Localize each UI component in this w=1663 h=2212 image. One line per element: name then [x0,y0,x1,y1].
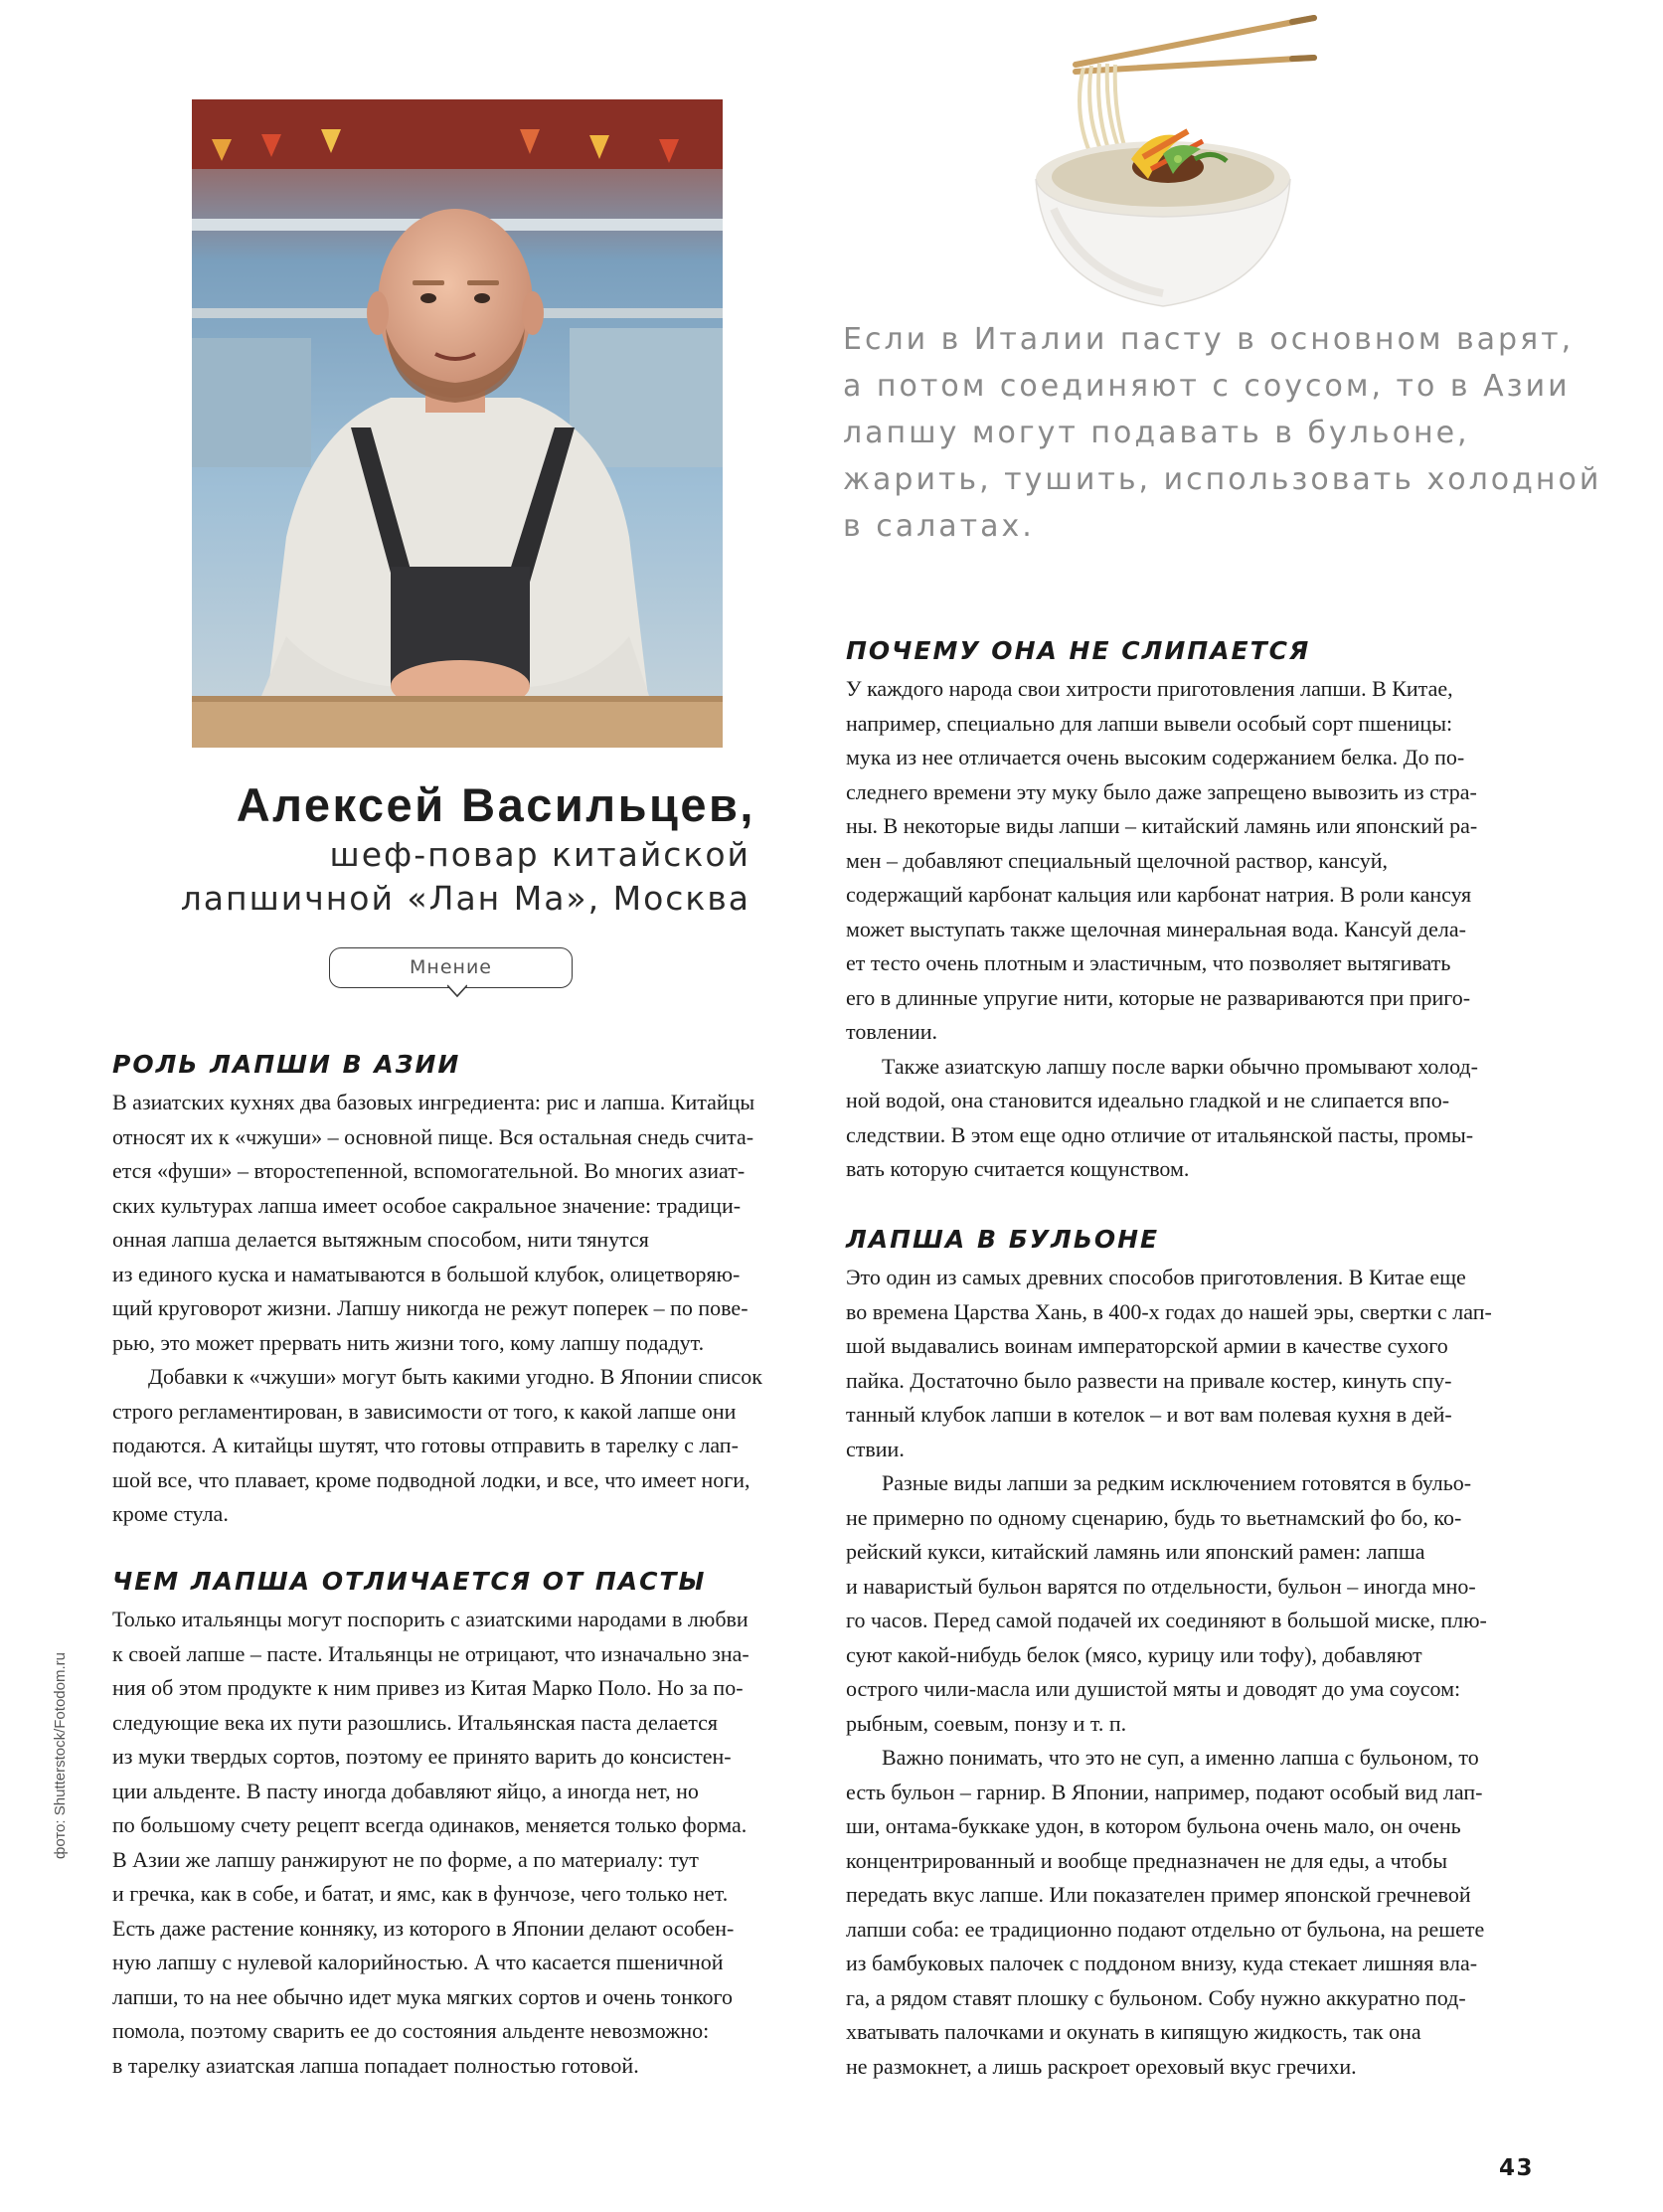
paragraph [112,1603,808,2083]
quote-line: лапшу могут подавать в бульоне, [843,416,1470,450]
section-heading-role: РОЛЬ ЛАПШИ В АЗИИ [112,1050,461,1079]
text-line: Важно понимать, что это не суп, а именно лапша с бульоном, то [882,1745,1479,1770]
text-line: не примерно по одному сценарию, будь то вьетнамский фо бо, ко- [846,1504,1462,1530]
author-name: Алексей Васильцев, [236,778,755,831]
text-line: У каждого народа свои хитрости приготовления лапши. В Китае, [846,676,1453,701]
author-role-line: шеф-повар китайской [329,835,750,874]
text-line: мен – добавляют специальный щелочной раствор, кансуй, [846,847,1388,873]
text-line: Также азиатскую лапшу после варки обычно промывают холод- [882,1053,1478,1079]
text-line: ния об этом продукте к ним привез из Китая Марко Поло. Но за по- [112,1675,744,1700]
paragraph [846,1466,1542,1741]
text-line: В Азии же лапшу ранжируют не по форме, а по материалу: тут [112,1846,699,1872]
text-line: ских культурах лапша имеет особое сакральное значение: традици- [112,1192,742,1218]
author-role [119,833,750,921]
text-line: Добавки к «чжуши» могут быть какими угодно. В Японии список [148,1364,762,1389]
text-line: из муки твердых сортов, поэтому ее принято варить до консистен- [112,1744,732,1769]
pull-quote [843,316,1602,550]
text-line: ны. В некоторые виды лапши – китайский ламянь или японский ра- [846,813,1478,838]
text-line: щий круговорот жизни. Лапшу никогда не режут поперек – по пове- [112,1295,748,1320]
text-line: лапши, то на нее обычно идет мука мягких сортов и очень тонкого [112,1983,734,2009]
text-line: онная лапша делается вытяжным способом, нити тянутся [112,1227,649,1252]
paragraph [846,1261,1542,1466]
text-line: например, специально для лапши вывели особый сорт пшеницы: [846,710,1453,736]
text-line: из единого куска и наматываются в большой клубок, олицетворяю- [112,1261,741,1286]
text-line: товлении. [846,1019,937,1044]
section-heading-broth: ЛАПША В БУЛЬОНЕ [846,1225,1160,1254]
text-line: Разные виды лапши за редким исключением готовятся в бульо- [882,1470,1472,1495]
text-line: хватывать палочками и окунать в кипящую жидкость, так она [846,2019,1421,2044]
page-number: 43 [1499,2155,1535,2181]
text-line: пайка. Достаточно было развести на привале костер, кинуть спу- [846,1367,1452,1393]
text-line: ется «фуши» – второстепенной, вспомогательной. Во многих азиат- [112,1158,746,1183]
paragraph [112,1360,808,1532]
quote-line: жарить, тушить, использовать холодной [843,462,1602,497]
text-line: помола, поэтому сварить ее до состояния альденте невозможно: [112,2018,710,2043]
text-line: не размокнет, а лишь раскроет ореховый вкус гречихи. [846,2053,1357,2079]
badge-tail-icon [447,984,467,998]
quote-line: а потом соединяют с соусом, то в Азии [843,369,1571,404]
text-line: относят их к «чжуши» – основной пище. Вся остальная снедь счита- [112,1123,754,1149]
text-line: мука из нее отличается очень высоким содержанием белка. До по- [846,745,1465,769]
text-line: передать вкус лапше. Или показателен пример японской гречневой [846,1882,1471,1907]
paragraph [846,1050,1542,1187]
text-line: шой выдавались воинам императорской армии в качестве сухого [846,1333,1448,1358]
text-line: го часов. Перед самой подачей их соединяют в большой миске, плю- [846,1608,1487,1632]
text-line: в тарелку азиатская лапша попадает полностью готовой. [112,2052,639,2078]
text-line: есть бульон – гарнир. В Японии, например, подают особый вид лап- [846,1779,1483,1804]
section-body-diff [112,1603,808,2083]
photo-credit: фото: Shutterstock/Fotodom.ru [52,1652,69,1859]
text-line: концентрированный и вообще предназначен не для еды, а чтобы [846,1847,1448,1873]
noodle-bowl-illustration [1014,10,1322,308]
text-line: танный клубок лапши в котелок – и вот вам полевая кухня в дей- [846,1402,1452,1427]
author-role-line: лапшичной «Лан Ма», Москва [180,879,750,918]
text-line: вать которую считается кощунством. [846,1156,1190,1181]
text-line: лапши соба: ее традиционно подают отдельно от бульона, на решете [846,1916,1485,1942]
section-body-sticky [846,672,1542,1187]
section-heading-diff: ЧЕМ ЛАПША ОТЛИЧАЕТСЯ ОТ ПАСТЫ [112,1567,707,1596]
quote-line: Если в Италии пасту в основном варят, [843,322,1575,357]
text-line: строго регламентирован, в зависимости от того, к какой лапше они [112,1398,737,1424]
text-line: из бамбуковых палочек с поддоном внизу, куда стекает лишняя вла- [846,1951,1478,1975]
opinion-badge: Мнение [329,947,573,988]
text-line: и гречка, как в собе, и батат, и ямс, как в фунчозе, чего только нет. [112,1881,729,1906]
text-line: рейский кукси, китайский ламянь или японский рамен: лапша [846,1539,1425,1564]
text-line: кроме стула. [112,1501,229,1526]
text-line: Только итальянцы могут поспорить с азиатскими народами в любви [112,1607,748,1631]
text-line: острого чили-масла или душистой мяты и доводят до ума соусом: [846,1676,1461,1701]
chef-photo [192,99,723,748]
quote-line: в салатах. [843,509,1035,544]
text-line: следнего времени эту муку было даже запрещено вывозить из стра- [846,778,1477,804]
text-line: во времена Царства Хань, в 400-х годах до нашей эры, свертки с лап- [846,1298,1492,1324]
paragraph [112,1086,808,1360]
text-line: шой все, что плавает, кроме подводной лодки, и все, что имеет ноги, [112,1466,750,1492]
text-line: ции альденте. В пасту иногда добавляют яйцо, а иногда нет, но [112,1778,699,1803]
text-line: рью, это может прервать нить жизни того, кому лапшу подадут. [112,1329,705,1355]
text-line: следствии. В этом еще одно отличие от итальянской пасты, промы- [846,1121,1474,1147]
section-heading-sticky: ПОЧЕМУ ОНА НЕ СЛИПАЕТСЯ [846,636,1311,665]
paragraph [846,1741,1542,2084]
text-line: может выступать также щелочная минеральная вода. Кансуй дела- [846,916,1467,941]
text-line: суют какой-нибудь белок (мясо, курицу или тофу), добавляют [846,1641,1422,1667]
text-line: содержащий карбонат кальция или карбонат натрия. В роли кансуя [846,882,1472,907]
text-line: ную лапшу с нулевой калорийностью. А что касается пшеничной [112,1950,724,1974]
section-body-role [112,1086,808,1532]
text-line: подаются. А китайцы шутят, что готовы отправить в тарелку с лап- [112,1433,739,1457]
text-line: ной водой, она становится идеально гладкой и не слипается впо- [846,1088,1450,1112]
text-line: Есть даже растение конняку, из которого в Японии делают особен- [112,1915,735,1941]
text-line: ствии. [846,1436,905,1461]
text-line: его в длинные упругие нити, которые не развариваются при приго- [846,984,1471,1010]
paragraph [846,672,1542,1050]
section-body-broth [846,1261,1542,2084]
text-line: к своей лапше – пасте. Итальянцы не отрицают, что изначально зна- [112,1640,749,1666]
text-line: по большому счету рецепт всегда одинаков, меняется только форма. [112,1812,748,1837]
text-line: ши, онтама-буккаке удон, в котором бульона очень мало, он очень [846,1813,1461,1838]
text-line: следующие века их пути разошлись. Итальянская паста делается [112,1709,719,1735]
text-line: га, а рядом ставят плошку с бульоном. Собу нужно аккуратно под- [846,1984,1466,2010]
text-line: В азиатских кухнях два базовых ингредиента: рис и лапша. Китайцы [112,1090,755,1114]
text-line: Это один из самых древних способов приготовления. В Китае еще [846,1265,1466,1289]
text-line: рыбным, соевым, понзу и т. п. [846,1710,1127,1736]
text-line: ет тесто очень плотным и эластичным, что позволяет вытягивать [846,950,1451,975]
text-line: и наваристый бульон варятся по отдельности, бульон – иногда мно- [846,1573,1476,1599]
